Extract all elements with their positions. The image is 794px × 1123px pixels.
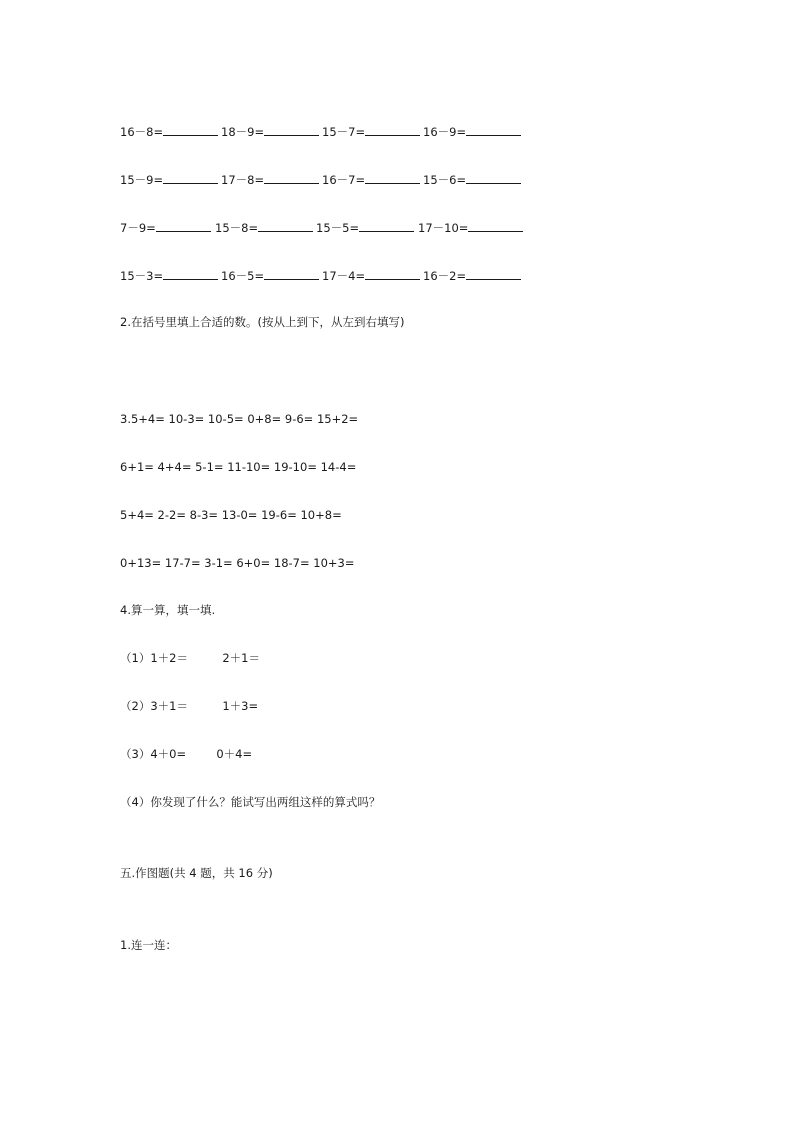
subtraction-row-2 xyxy=(120,172,521,188)
question-4-heading: 4.算一算，填一填. xyxy=(120,603,216,617)
question-4-item-3 xyxy=(120,746,252,762)
arithmetic-row-1: 3.5+4= 10-3= 10-5= 0+8= 9-6= 15+2= xyxy=(120,412,359,426)
question-2-heading: 2.在括号里填上合适的数。(按从上到下，从左到右填写) xyxy=(120,315,405,329)
subtraction-item: 16－7= xyxy=(322,172,423,188)
subtraction-item: 16－8= xyxy=(120,124,221,140)
item-label: （3） xyxy=(120,747,151,761)
subtraction-item: 17－8= xyxy=(221,172,322,188)
arithmetic-row-3: 5+4= 2-2= 8-3= 13-0= 19-6= 10+8= xyxy=(120,508,342,522)
question-4-item-2 xyxy=(120,698,258,714)
item-label: （1） xyxy=(120,651,151,665)
subtraction-item: 17－4= xyxy=(322,268,423,284)
question-4-prompt: （4）你发现了什么？能试写出两组这样的算式吗？ xyxy=(120,795,381,809)
question-5-1-heading: 1.连一连： xyxy=(120,938,177,952)
equation-left: 4＋0= xyxy=(150,747,187,761)
equation-right: 0＋4= xyxy=(216,747,253,761)
subtraction-row-4 xyxy=(120,268,521,284)
arithmetic-row-4: 0+13= 17-7= 3-1= 6+0= 18-7= 10+3= xyxy=(120,556,355,570)
subtraction-item: 15－6= xyxy=(423,172,521,188)
subtraction-item: 18－9= xyxy=(221,124,322,140)
subtraction-item: 15－8= xyxy=(215,220,316,236)
subtraction-item: 16－5= xyxy=(221,268,322,284)
subtraction-row-1 xyxy=(120,124,521,140)
item-label: （2） xyxy=(120,699,151,713)
subtraction-item: 17－10= xyxy=(418,220,523,236)
question-4-item-1 xyxy=(120,650,260,666)
section-5-heading: 五.作图题(共 4 题，共 16 分) xyxy=(120,866,273,880)
subtraction-item: 15－3= xyxy=(120,268,221,284)
equation-left: 3＋1＝ xyxy=(150,699,188,713)
equation-left: 1＋2＝ xyxy=(150,651,188,665)
subtraction-item: 15－7= xyxy=(322,124,423,140)
subtraction-item: 7－9= xyxy=(120,220,215,236)
subtraction-item: 15－9= xyxy=(120,172,221,188)
equation-right: 1＋3= xyxy=(222,699,259,713)
equation-right: 2＋1＝ xyxy=(222,651,260,665)
subtraction-item: 16－9= xyxy=(423,124,521,140)
arithmetic-row-2: 6+1= 4+4= 5-1= 11-10= 19-10= 14-4= xyxy=(120,460,357,474)
subtraction-item: 16－2= xyxy=(423,268,521,284)
subtraction-row-3 xyxy=(120,220,523,236)
subtraction-item: 15－5= xyxy=(316,220,418,236)
